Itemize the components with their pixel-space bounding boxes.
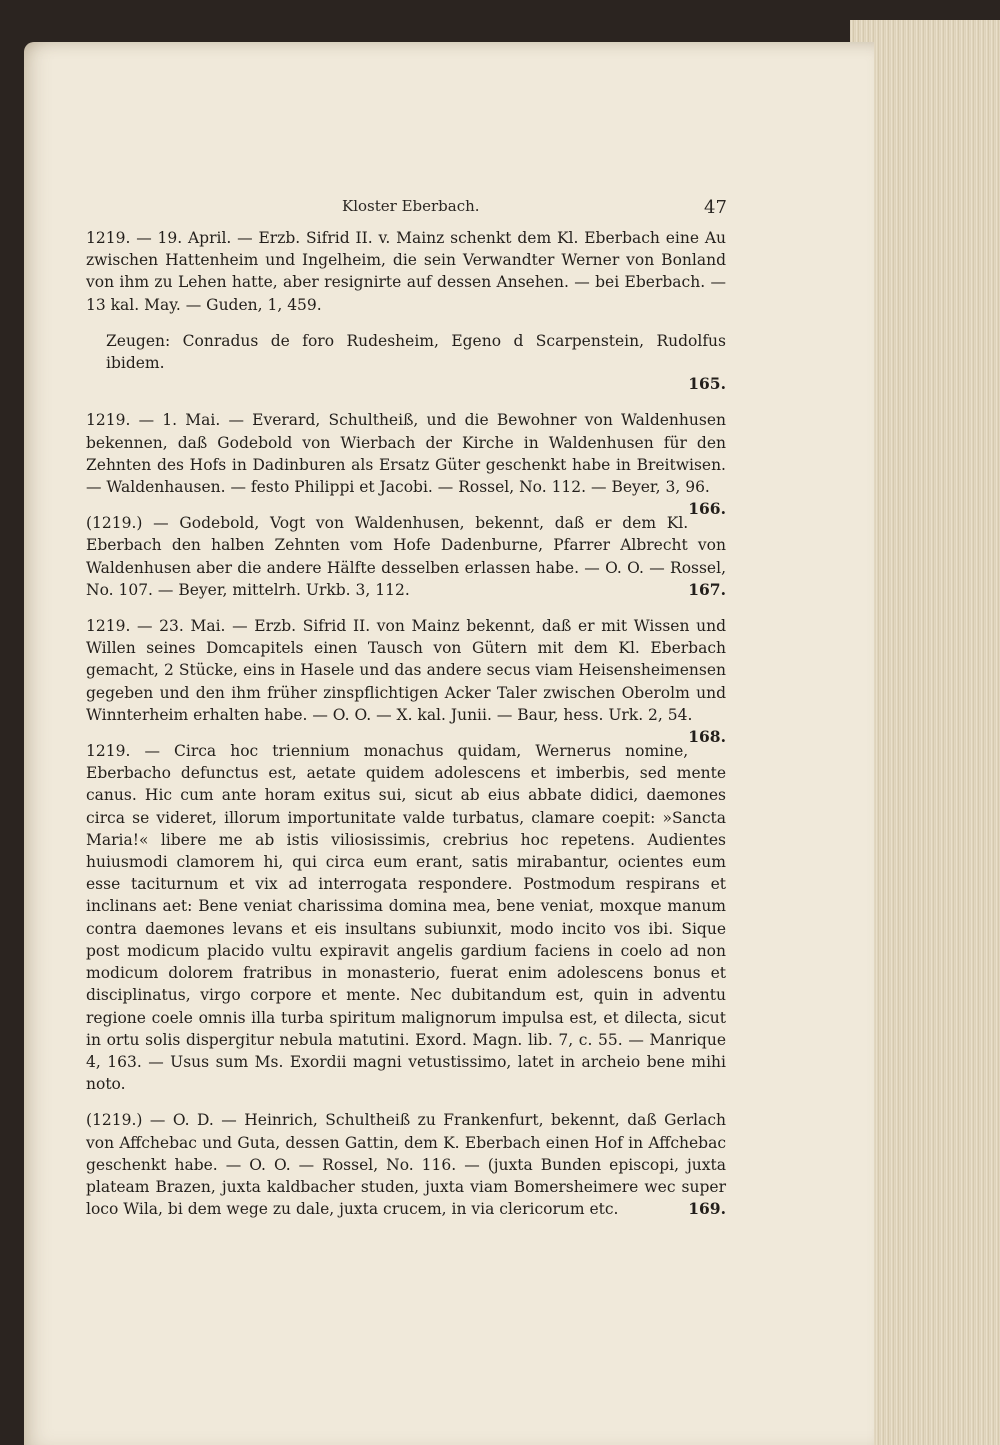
entry-168 (86, 615, 726, 747)
entry-text: 1219. — Circa hoc triennium monachus quidam, Wernerus nomine, Eberbacho defunctus est, aetate quidem adolescens et imberbis, sed mente canus. Hic cum ante horam exitus sui, sicut ab eius abbate didici, daemones circa se videret, illorum importunitate valde turbatus, clamare coepit: »Sancta Maria!« libere me ab istis viliosissimis, crebrius hoc repetens. Audientes huiusmodi clamorem hi, qui circa eum erant, satis mirabantur, ocientes eum esse taciturnum et vix ad interrogata respondere. Postmodum respirans et inclinans aet: Bene veniat charissima domina mea, bene veniat, moxque manum contra daemones levans et eis insultans subiunxit, modo incito vos ibi. Sique post modicum placido vultu expiravit angelis gardium faciens in coelo ad non modicum dolorem fratribus in monasterio, fuerat enim adolescens bonus et disciplinatus, virgo corpore et mente. Nec dubitandum est, quin in adventu regione coele omnis illa turba spiritum malignorum impulsa est, et dilecta, sicut in ortu solis dispergitur nebula matutini. Exord. Magn. lib. 7, c. 55. — Manrique 4, 163. — Usus sum Ms. Exordii magni vetustissimo, latet in archeio bene mihi noto. (86, 742, 726, 1094)
entry-text: (1219.) — O. D. — Heinrich, Schultheiß zu Frankenfurt, bekennt, daß Gerlach von Affchebac und Guta, dessen Gattin, dem K. Eberbach einen Hof in Affchebac geschenkt habe. — O. O. — Rossel, No. 116. — (juxta Bunden episcopi, juxta plateam Brazen, juxta kaldbacher studen, juxta viam Bomersheimere wec super loco Wila, bi dem wege zu dale, juxta crucem, in via clericorum etc. 169. (86, 1109, 726, 1220)
document-number: 165. (688, 374, 726, 394)
entry-text: Zeugen: Conradus de foro Rudesheim, Egeno d Scarpenstein, Rudolfus ibidem. (106, 331, 726, 373)
entry-169 (86, 1109, 726, 1220)
document-number: 167. (688, 579, 726, 599)
entry-166 (86, 409, 726, 519)
page-number: 47 (704, 197, 727, 218)
entry-text: 1219. — 23. Mai. — Erzb. Sifrid II. von Mainz bekennt, daß er mit Wissen und Willen seines Domcapitels einen Tausch von Gütern mit dem Kl. Eberbach gemacht, 2 Stücke, eins in Hasele und das andere secus viam Heisensheimensen gegeben und den ihm früher zinspflichtigen Acker Taler zwischen Oberolm und Winnterheim erhalten habe. — O. O. — X. kal. Junii. — Baur, hess. Urk. 2, 54. 168. (86, 615, 726, 726)
entry-165a (86, 227, 726, 316)
running-title: Kloster Eberbach. (342, 197, 480, 215)
entry-text: 1219. — 1. Mai. — Everard, Schultheiß, und die Bewohner von Waldenhusen bekennen, daß Godebold von Wierbach der Kirche in Waldenhusen für den Zehnten des Hofs in Dadinburen als Ersatz Güter geschenkt habe in Breitwisen. — Waldenhausen. — festo Philippi et Jacobi. — Rossel, No. 112. — Beyer, 3, 96. 166. (86, 409, 726, 498)
entry-text: (1219.) — Godebold, Vogt von Waldenhusen, bekennt, daß er dem Kl. Eberbach den halben Zehnten vom Hofe Dadenburne, Pfarrer Albrecht von Waldenhusen aber die andere Hälfte desselben erlassen habe. — O. O. — Rossel, No. 107. — Beyer, mittelrh. Urkb. 3, 112. 167. (86, 512, 726, 601)
entry-167 (86, 512, 726, 601)
document-number: 166. (688, 499, 726, 519)
entry-latin (86, 740, 726, 1095)
document-number: 168. (688, 727, 726, 747)
entry-text: 1219. — 19. April. — Erzb. Sifrid II. v. Mainz schenkt dem Kl. Eberbach eine Au zwischen Hattenheim und Ingelheim, die sein Verwandter Werner von Bonland von ihm zu Lehen hatte, aber resignirte auf dessen Ansehen. — bei Eberbach. — 13 kal. May. — Guden, 1, 459. (86, 229, 726, 314)
page-body (86, 227, 726, 1234)
book-page (24, 42, 874, 1445)
document-number: 169. (688, 1199, 726, 1219)
entry-165 (86, 330, 726, 396)
